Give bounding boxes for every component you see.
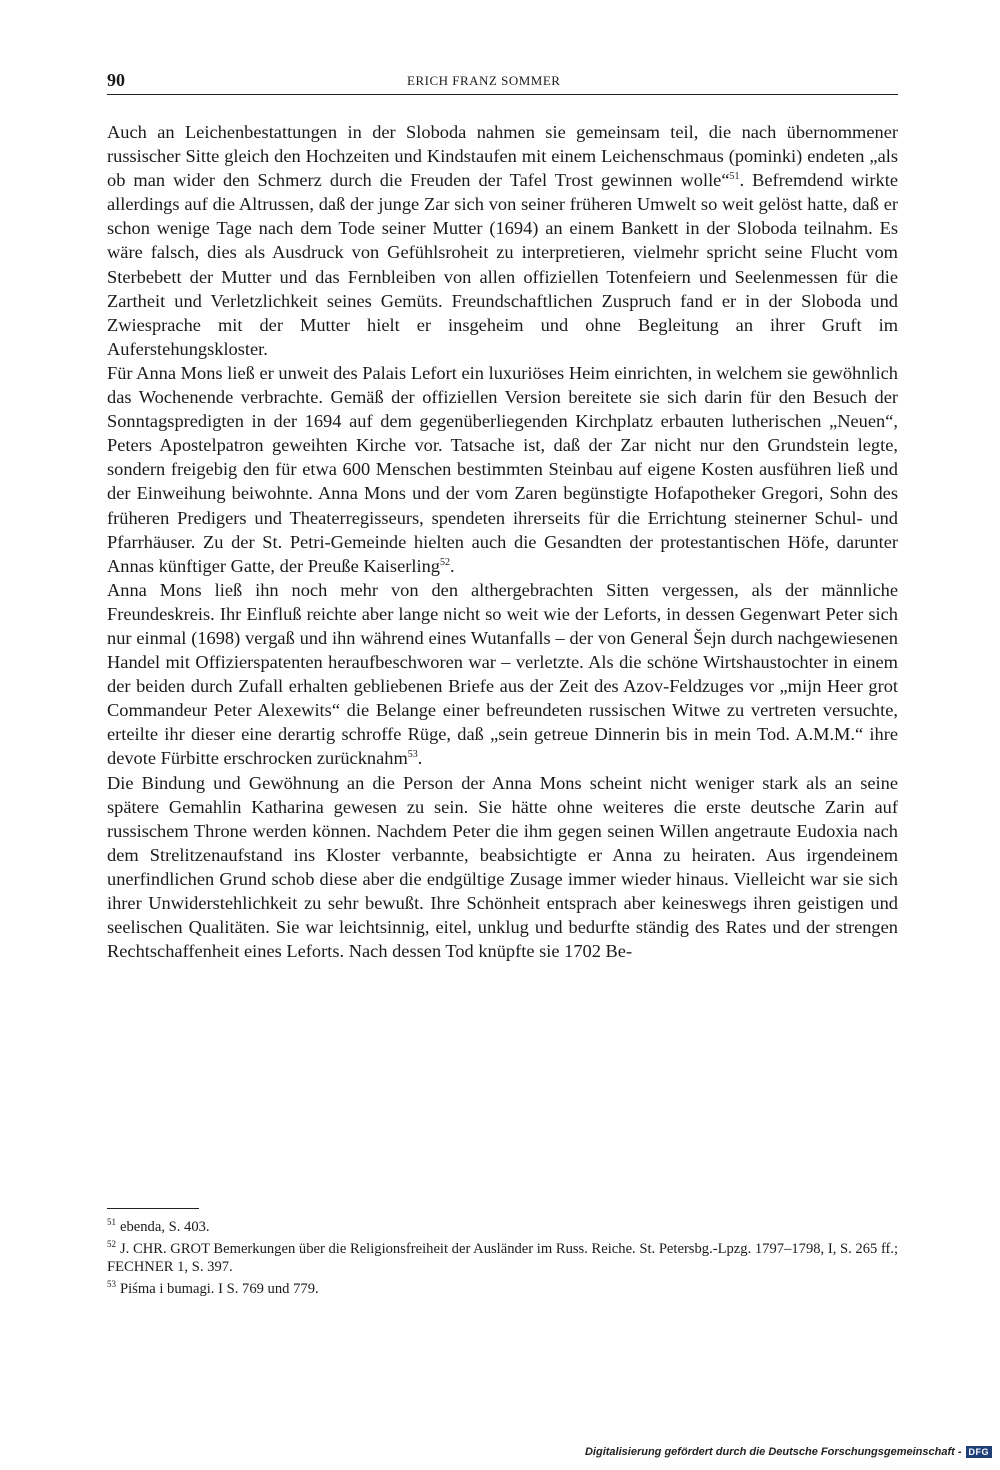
dfg-logo: DFG	[966, 1446, 993, 1458]
footnote-text: Piśma i bumagi. I S. 769 und 779.	[120, 1281, 319, 1298]
paragraph-text: . Befremdend wirkte allerdings auf die Altrussen, daß der junge Zar sich von seiner früheren Umwelt so weit gelöst hatte, daß er schon wenige Tage nach dem Tode seiner Mutter (1694) an einem Bankett in der Sloboda teilnahm. Es wäre falsch, dies als Ausdruck von Gefühlsroheit zu interpretieren, vielmehr spricht seine Flucht vom Sterbebett der Mutter und das Fernbleiben von allen offiziellen Totenfeiern und Seelenmessen für die Zartheit und Verletzlichkeit seines Gemüts. Freundschaftlichen Zuspruch fand er in der Sloboda und Zwiesprache mit der Mutter hielt er insgeheim und ohne Begleitung an ihrer Gruft im Auferstehungskloster.	[107, 170, 898, 359]
digitization-footer	[585, 1446, 992, 1458]
paragraph	[107, 120, 898, 361]
footnote-ref: 51	[729, 171, 740, 183]
body-text	[107, 120, 898, 963]
paragraph-text: Auch an Leichenbestattungen in der Sloboda nahmen sie gemeinsam teil, die nach übernommener russischer Sitte gleich den Hochzeiten und Kindstaufen mit einem Leichenschmaus (pominki) endeten „als ob man wider den Schmerz durch die Freuden der Tafel Trost gewinnen wolle“	[107, 122, 898, 191]
footnote-ref: 53	[407, 749, 418, 761]
footnote-mark: 53	[107, 1279, 116, 1290]
footer-text: Digitalisierung gefördert durch die Deutsche Forschungsgemeinschaft -	[584, 1446, 962, 1458]
footnote-rule	[107, 1208, 199, 1209]
footnote-mark: 52	[107, 1239, 116, 1250]
paragraph-text: .	[449, 555, 455, 576]
paragraph: Die Bindung und Gewöhnung an die Person der Anna Mons scheint nicht weniger stark als an seine spätere Gemahlin Katharina gewesen zu sein. Sie hätte ohne weiteres die erste deutsche Zarin auf russischem Throne werden können. Nachdem Peter die ihm gegen seinen Willen angetraute Eudoxia nach dem Strelitzenaufstand ins Kloster verbannte, beabsichtigte er Anna zu heiraten. Aus irgendeinem unerfindlichen Grund schob diese aber die endgültige Zusage immer wieder hinaus. Vielleicht war sie sich ihrer Unwiderstehlichkeit zu sehr bewußt. Ihre Schönheit entsprach aber keineswegs ihren geistigen und seelischen Qualitäten. Sie war leichtsinnig, eitel, unklug und bedurfte ständig des Rates und der strengen Rechtschaffenheit eines Leforts. Nach dessen Tod knüpfte sie 1702 Be-	[107, 772, 898, 962]
footnote-mark: 51	[107, 1217, 116, 1227]
page-header	[107, 68, 898, 95]
page-number: 90	[107, 70, 125, 90]
footnote	[107, 1214, 907, 1236]
footnotes	[107, 1214, 907, 1299]
footnote-text: ebenda, S. 403.	[120, 1218, 210, 1235]
footnote	[107, 1236, 907, 1276]
paragraph	[107, 578, 898, 771]
footnote	[107, 1276, 907, 1298]
paragraph-text: .	[417, 748, 423, 769]
paragraph-text: Anna Mons ließ ihn noch mehr von den althergebrachten Sitten vergessen, als der männliche Freundeskreis. Ihr Einfluß reichte aber lange nicht so weit wie der Leforts, in dessen Gegenwart Peter sich nur einmal (1698) vergaß und ihn während eines Wutanfalls – der von General Šejn durch nachgewiesenen Handel mit Offizierspatenten heraufbeschworen war – verletzte. Als die schöne Wirtshaustochter in einem der beiden durch Zufall erhalten gebliebenen Briefe aus der Zeit des Azov-Feldzuges vor „mijn Heer grot Commandeur Peter Alexewits“ die Belange einer befreundeten russischen Witwe zu vertreten versuchte, erteilte ihr dieser eine derartig schroffe Rüge, daß „sein getreue Dinnerin bis in mein Tod. A.M.M.“ ihre devote Fürbitte erschrocken zurücknahm	[107, 579, 898, 769]
running-head: ERICH FRANZ SOMMER	[407, 73, 561, 88]
footnote-text: J. CHR. GROT Bemerkungen über die Religionsfreiheit der Ausländer im Russ. Reiche. St. Petersbg.-Lpzg. 1797–1798, I, S. 265 ff.; FECHNER 1, S. 397.	[107, 1241, 899, 1275]
paragraph	[107, 361, 898, 578]
footnote-ref: 52	[439, 556, 450, 568]
paragraph-text: Für Anna Mons ließ er unweit des Palais Lefort ein luxuriöses Heim einrichten, in welchem sie gewöhnlich das Wochenende verbrachte. Gemäß der offiziellen Version bereitete sie sich darin für den Besuch der Sonntagspredigten in der 1694 auf dem gegenüberliegenden Kirchplatz erbauten lutherischen „Neuen“, Peters Apostelpatron geweihten Kirche vor. Tatsache ist, daß der Zar nicht nur den Grundstein legte, sondern freigebig den für etwa 600 Menschen bestimmten Steinbau auf eigene Kosten ausführen ließ und der Einweihung beiwohnte. Anna Mons und der vom Zaren begünstigte Hofapotheker Gregori, Sohn des früheren Predigers und Theaterregisseurs, spendeten ihrerseits für die Errichtung steinerner Schul- und Pfarrhäuser. Zu der St. Petri-Gemeinde hielten auch die Gesandten der protestantischen Höfe, darunter Annas künftiger Gatte, der Preuße Kaiserling	[107, 362, 898, 576]
